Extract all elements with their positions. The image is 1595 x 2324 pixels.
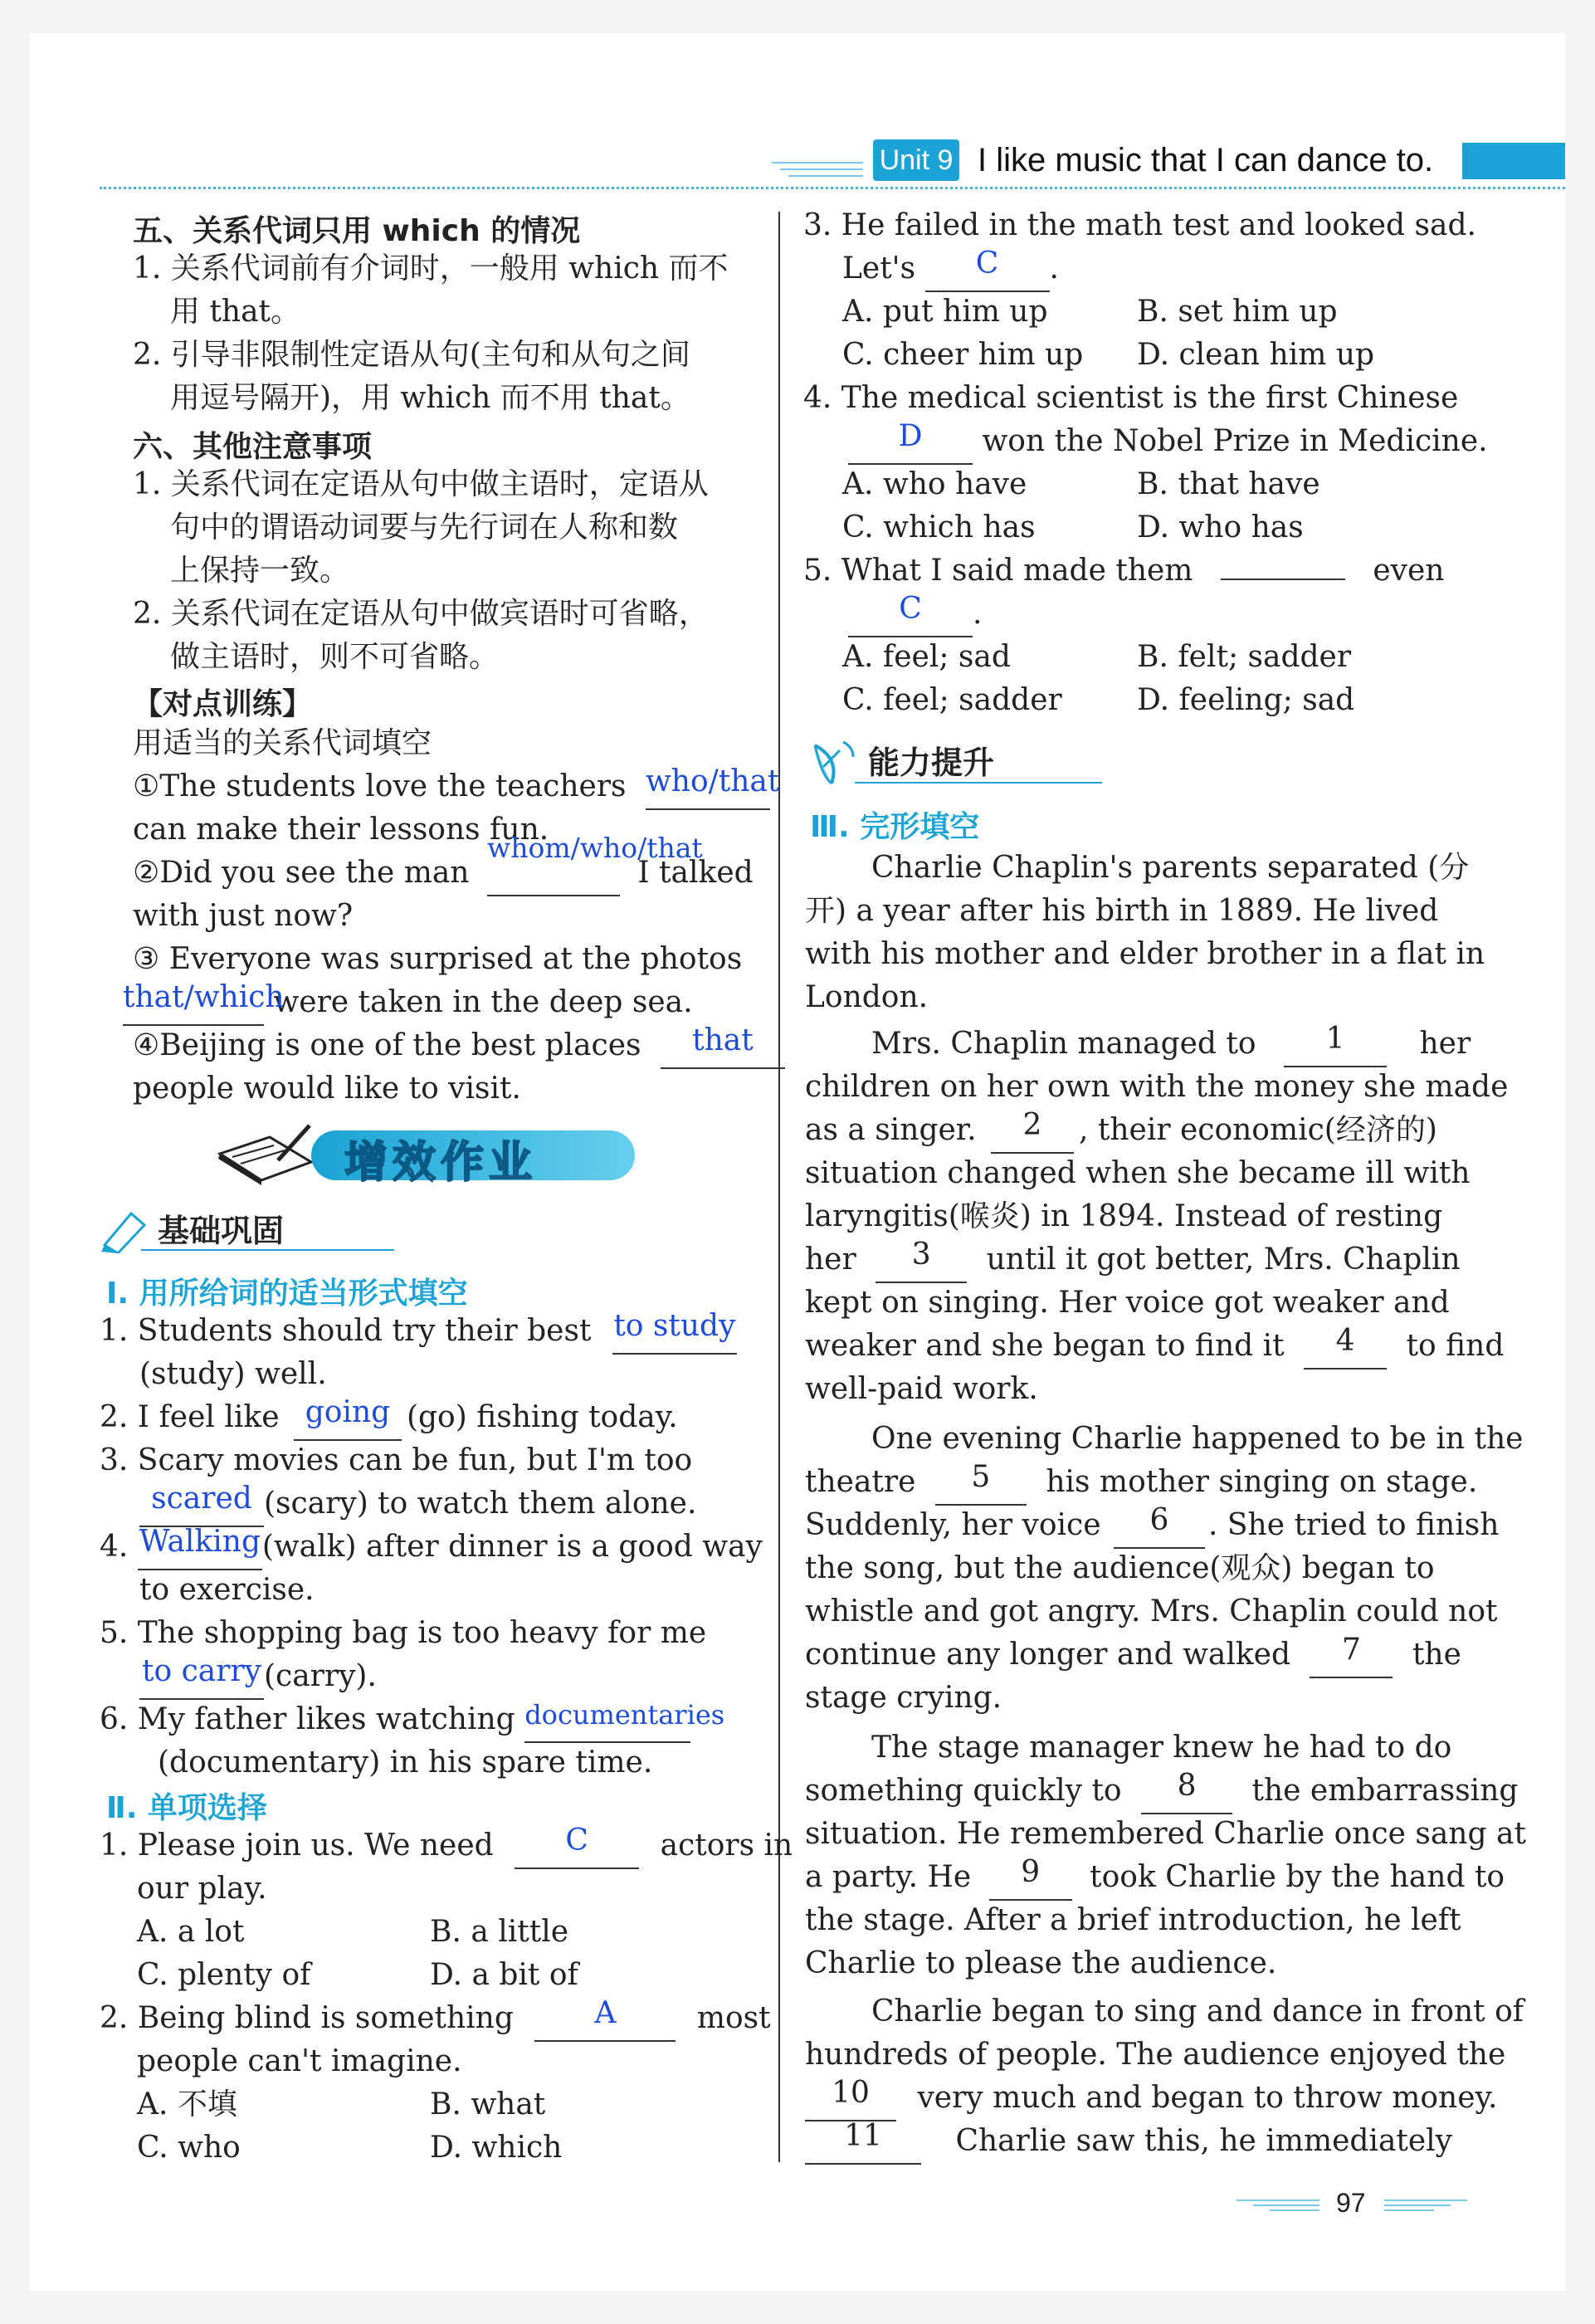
mc2-blank[interactable] (534, 1997, 676, 2042)
cloze-line-25: the stage. After a brief introduction, he left (805, 1903, 1461, 1937)
cloze-blank-7[interactable] (1310, 1633, 1393, 1678)
s5-item1-line1: 1. 关系代词前有介词时，一般用 which 而不 (133, 251, 729, 286)
cloze-line-22 (805, 1770, 1518, 1814)
mc3-text2: Let's (842, 251, 916, 286)
homework-banner (212, 1120, 643, 1188)
mc1-option-a[interactable]: A. a lot (137, 1915, 245, 1949)
cloze-text-10a: her (805, 1243, 856, 1277)
p1-q6-text: 6. My father likes watching (100, 1702, 515, 1736)
cloze-blank-10-num: 10 (832, 2076, 870, 2110)
mc1-option-b[interactable]: B. a little (430, 1915, 569, 1949)
cloze-blank-2-num: 2 (1022, 1108, 1042, 1142)
p1-q2-answer: going (305, 1395, 391, 1429)
p1-q1-line2: (study) well. (139, 1357, 327, 1391)
mc2-text2: most (696, 2001, 771, 2035)
s6-item1-line2: 句中的谓语动词要与先行词在人称和数 (170, 510, 679, 544)
cloze-text-30: Charlie saw this, he immediately (955, 2124, 1453, 2158)
s5-item2-line2: 用逗号隔开)，用 which 而不用 that。 (170, 381, 690, 415)
mc5-option-b[interactable]: B. felt; sadder (1137, 640, 1352, 674)
mc2-line2: people can't imagine. (137, 2044, 462, 2078)
drill-q2-text2: I talked (637, 856, 754, 890)
mc1-blank[interactable] (515, 1824, 639, 1869)
drill-q3-answer: that/which (123, 980, 285, 1014)
p1-q4-blank[interactable] (138, 1526, 262, 1570)
cloze-line-4: London. (805, 980, 929, 1014)
mc5-line1 (803, 549, 1445, 593)
cloze-line-21: The stage manager knew he had to do (871, 1731, 1452, 1765)
cloze-line-11: kept on singing. Her voice got weaker and (805, 1286, 1450, 1320)
cloze-line-28: hundreds of people. The audience enjoyed the (805, 2038, 1506, 2072)
cloze-text-19b: the (1412, 1638, 1461, 1672)
drill-q2-line1 (133, 832, 754, 896)
cloze-line-2: 开) a year after his birth in 1889. He lived (805, 894, 1439, 928)
mc3-line2: Let's C . (842, 247, 1059, 292)
mc3-blank[interactable] (925, 247, 1050, 292)
cloze-blank-9[interactable] (989, 1856, 1072, 1901)
column-divider (778, 212, 780, 2162)
p1-q3-blank[interactable] (139, 1482, 264, 1527)
cloze-blank-4-num: 4 (1335, 1324, 1355, 1358)
page-number: 97 (1336, 2188, 1366, 2218)
p1-q5-line1: 5. The shopping bag is too heavy for me (100, 1616, 707, 1650)
p1-q4-text2: (walk) after dinner is a good way (261, 1530, 763, 1564)
cloze-line-6: children on her own with the money she made (805, 1070, 1509, 1104)
cloze-line-1: Charlie Chaplin's parents separated (分 (871, 851, 1470, 885)
cloze-text-16a: Suddenly, her voice (805, 1508, 1101, 1542)
drill-q2-line2: with just now? (133, 899, 354, 933)
part3-title: Ⅲ. 完形填空 (810, 810, 980, 844)
cloze-text-5a: Mrs. Chaplin managed to (871, 1027, 1256, 1061)
mc5-option-a[interactable]: A. feel; sad (842, 640, 1011, 674)
p1-q3-text2: (scary) to watch them alone. (264, 1487, 697, 1521)
p1-q5-line2 (139, 1655, 377, 1700)
basic-underline (141, 1249, 394, 1251)
header-rule (100, 187, 1565, 189)
cloze-blank-9-num: 9 (1021, 1855, 1041, 1889)
cloze-line-9: laryngitis(喉炎) in 1894. Instead of resting (805, 1199, 1443, 1233)
mc2-option-c[interactable]: C. who (137, 2131, 241, 2165)
cloze-text-10b: until it got better, Mrs. Chaplin (986, 1243, 1461, 1277)
mc2-text: 2. Being blind is something (100, 2001, 514, 2035)
drill-q1-answer: who/that (645, 764, 780, 798)
cloze-blank-11[interactable] (805, 2120, 921, 2165)
basic-title: 基础巩固 (158, 1213, 285, 1249)
cloze-text-7a: as a singer. (805, 1113, 977, 1147)
cloze-line-27: Charlie began to sing and dance in front of (871, 1994, 1524, 2029)
mc1-option-d[interactable]: D. a bit of (430, 1958, 578, 1992)
p1-q3-line1: 3. Scary movies can be fun, but I'm too (100, 1443, 693, 1477)
cloze-line-17: the song, but the audience(观众) began to (805, 1551, 1435, 1585)
pencil-icon (98, 1204, 156, 1253)
mc2-option-b[interactable]: B. what (430, 2087, 546, 2121)
cloze-line-20: stage crying. (805, 1681, 1002, 1715)
p1-q6-line1 (100, 1698, 725, 1743)
mc1-line2: our play. (137, 1872, 267, 1906)
cloze-line-3: with his mother and elder brother in a flat in (805, 937, 1485, 971)
footer-stripes-left (1236, 2195, 1319, 2215)
mc1-line1 (100, 1824, 793, 1869)
s5-item1-line2: 用 that。 (170, 295, 301, 329)
mc3-option-b[interactable]: B. set him up (1137, 295, 1338, 329)
s5-item2-line1: 2. 引导非限制性定语从句(主句和从句之间 (133, 338, 690, 372)
mc5-text2: even (1373, 554, 1445, 588)
part1-title: Ⅰ. 用所给词的适当形式填空 (106, 1277, 468, 1311)
cloze-line-29 (805, 2077, 1498, 2121)
mc3-option-c[interactable]: C. cheer him up (842, 338, 1084, 372)
mc5-line2: C . (848, 593, 982, 637)
p1-q4-line1 (100, 1526, 763, 1570)
mc1-answer: C (565, 1824, 588, 1858)
mc1-text2: actors in (660, 1828, 793, 1863)
mc5-blank2[interactable] (848, 593, 973, 637)
p1-q5-text2: (carry). (264, 1659, 377, 1693)
drill-q2-text: ②Did you see the man (133, 856, 470, 890)
mc5-option-d[interactable]: D. feeling; sad (1137, 683, 1355, 717)
mc2-answer: A (594, 1996, 617, 2030)
book-pen-icon (212, 1120, 319, 1185)
cloze-line-14: One evening Charlie happened to be in the (871, 1422, 1524, 1456)
cloze-line-10 (805, 1238, 1461, 1283)
drill-q1-blank[interactable] (645, 764, 780, 810)
mc4-line1: 4. The medical scientist is the first Chinese (803, 381, 1459, 415)
mc2-option-a[interactable]: A. 不填 (137, 2087, 237, 2121)
banner-title: 增效作业 (344, 1138, 538, 1188)
cloze-blank-1[interactable] (1284, 1023, 1387, 1067)
s6-item1-line1: 1. 关系代词在定语从句中做主语时，定语从 (133, 467, 709, 501)
mc4-option-c[interactable]: C. which has (842, 510, 1036, 544)
ability-title: 能力提升 (868, 745, 995, 781)
s6-item2-line1: 2. 关系代词在定语从句中做宾语时可省略， (133, 597, 709, 631)
cloze-line-30 (805, 2120, 1452, 2165)
cloze-text-15b: his mother singing on stage. (1046, 1465, 1478, 1499)
cloze-text-16b: . She tried to finish (1207, 1508, 1500, 1542)
cloze-blank-7-num: 7 (1342, 1633, 1361, 1667)
footer-stripes-right (1384, 2195, 1467, 2215)
drill-q3-text2: were taken in the deep sea. (273, 985, 693, 1019)
p1-q1-blank[interactable] (612, 1310, 737, 1355)
p1-q1-line1 (100, 1310, 737, 1355)
cloze-text-12a: weaker and she began to find it (805, 1329, 1285, 1363)
p1-q2-line (100, 1396, 678, 1441)
mc5-answer: C (899, 592, 922, 626)
cloze-text-5b: her (1419, 1027, 1471, 1061)
s6-item2-line2: 做主语时，则不可省略。 (170, 640, 500, 674)
cloze-line-7 (805, 1109, 1437, 1154)
drill-q4-answer: that (692, 1023, 754, 1057)
cloze-text-22b: the embarrassing (1251, 1774, 1519, 1808)
p1-q1-answer: to study (613, 1309, 736, 1343)
drill-q4-text: ④Beijing is one of the best places (133, 1028, 641, 1062)
p1-q6-answer: documentaries (524, 1699, 725, 1731)
cloze-blank-1-num: 1 (1325, 1022, 1345, 1056)
cloze-line-13: well-paid work. (805, 1372, 1038, 1406)
drill-q4-line2: people would like to visit. (133, 1072, 521, 1106)
header-accent-bar (1462, 143, 1565, 179)
p1-q2-text: 2. I feel like (100, 1400, 280, 1434)
mc3-option-a[interactable]: A. put him up (842, 295, 1048, 329)
drill-q3-line1: ③ Everyone was surprised at the photos (133, 942, 743, 976)
drill-q2-answer: whom/who/that (486, 832, 703, 864)
cloze-line-19 (805, 1633, 1461, 1678)
drill-q4-blank[interactable] (661, 1024, 785, 1069)
cloze-text-22a: something quickly to (805, 1774, 1122, 1808)
drill-q1-line1 (133, 764, 780, 810)
ability-underline (855, 782, 1102, 784)
mc2-line1 (100, 1997, 771, 2042)
cloze-blank-5[interactable] (935, 1461, 1027, 1506)
cloze-line-26: Charlie to please the audience. (805, 1946, 1277, 1980)
mc3-option-d[interactable]: D. clean him up (1137, 338, 1375, 372)
p1-q4-line2: to exercise. (139, 1573, 315, 1607)
cloze-text-7b: , their economic(经济的) (1078, 1113, 1437, 1147)
mc4-line2 (848, 420, 1488, 465)
cloze-blank-2[interactable] (991, 1109, 1074, 1154)
p1-q1-text: 1. Students should try their best (100, 1314, 592, 1348)
cloze-blank-4[interactable] (1304, 1325, 1387, 1370)
mc5-text: 5. What I said made them (803, 554, 1193, 588)
mc4-answer: D (898, 419, 923, 453)
mc1-option-c[interactable]: C. plenty of (137, 1958, 311, 1992)
part2-title: Ⅱ. 单项选择 (106, 1791, 267, 1825)
drill-q1-text: ①The students love the teachers (133, 769, 627, 803)
cloze-line-15 (805, 1461, 1477, 1506)
unit-title: I like music that I can dance to. (978, 142, 1434, 178)
mc4-option-b[interactable]: B. that have (1137, 467, 1320, 501)
cloze-line-18: whistle and got angry. Mrs. Chaplin could not (805, 1594, 1498, 1628)
mc4-option-a[interactable]: A. who have (842, 467, 1027, 501)
cloze-line-16 (805, 1504, 1499, 1549)
cloze-blank-6-num: 6 (1149, 1503, 1169, 1537)
cloze-line-8: situation changed when she became ill with (805, 1156, 1471, 1190)
mc4-text2: won the Nobel Prize in Medicine. (982, 424, 1488, 458)
cloze-blank-10[interactable] (805, 2077, 896, 2121)
s6-item1-line3: 上保持一致。 (170, 554, 350, 588)
cloze-text-24b: took Charlie by the hand to (1090, 1860, 1505, 1894)
cloze-line-12 (805, 1325, 1504, 1370)
p1-q5-answer: to carry (142, 1654, 261, 1688)
drill-q3-line2 (123, 981, 693, 1026)
drill-instruction: 用适当的关系代词填空 (133, 726, 432, 760)
p1-q6-blank[interactable] (524, 1698, 725, 1743)
mc3-answer: C (975, 247, 999, 281)
cloze-line-5 (871, 1023, 1471, 1067)
mc3-line1: 3. He failed in the math test and looked sad. (803, 208, 1476, 242)
cloze-text-19a: continue any longer and walked (805, 1638, 1291, 1672)
drill-q4-line1 (133, 1024, 785, 1069)
mc5-option-c[interactable]: C. feel; sadder (842, 683, 1062, 717)
mc1-text: 1. Please join us. We need (100, 1828, 494, 1863)
section-6-title: 六、其他注意事项 (133, 430, 373, 464)
mc5-blank1[interactable] (1221, 579, 1345, 580)
mc2-option-d[interactable]: D. which (430, 2131, 563, 2165)
cloze-text-24a: a party. He (805, 1860, 972, 1894)
p1-q4-answer: Walking (139, 1525, 261, 1559)
drill-q1-line2: can make their lessons fun. (133, 813, 549, 847)
cloze-blank-3[interactable] (876, 1238, 967, 1283)
cloze-blank-3-num: 3 (911, 1238, 931, 1272)
section-5-title: 五、关系代词只用 which 的情况 (133, 214, 581, 248)
p1-q4-num: 4. (100, 1530, 129, 1564)
header-stripes (772, 158, 863, 183)
p1-q6-line2: (documentary) in his spare time. (158, 1745, 653, 1780)
cloze-line-24 (805, 1856, 1505, 1901)
cloze-text-15a: theatre (805, 1465, 916, 1499)
p1-q2-text2: (go) fishing today. (406, 1400, 678, 1434)
p1-q2-blank[interactable] (294, 1396, 402, 1441)
satellite-dish-icon (807, 734, 865, 788)
drill-title: 【对点训练】 (133, 687, 313, 721)
cloze-blank-8-num: 8 (1177, 1769, 1197, 1803)
cloze-blank-8[interactable] (1141, 1770, 1232, 1814)
cloze-line-23: situation. He remembered Charlie once sang at (805, 1817, 1526, 1851)
cloze-blank-6[interactable] (1114, 1504, 1205, 1549)
mc4-blank[interactable] (848, 420, 973, 465)
p1-q3-line2 (139, 1482, 696, 1527)
cloze-blank-11-num: 11 (844, 2119, 882, 2153)
mc4-option-d[interactable]: D. who has (1137, 510, 1304, 544)
p1-q5-blank[interactable] (139, 1655, 264, 1700)
p1-q3-answer: scared (151, 1482, 252, 1516)
cloze-text-12b: to find (1406, 1329, 1505, 1363)
unit-badge: Unit 9 (873, 139, 959, 181)
cloze-blank-5-num: 5 (971, 1460, 991, 1494)
drill-q3-blank[interactable] (123, 980, 285, 1026)
cloze-text-29: very much and began to throw money. (917, 2081, 1498, 2115)
